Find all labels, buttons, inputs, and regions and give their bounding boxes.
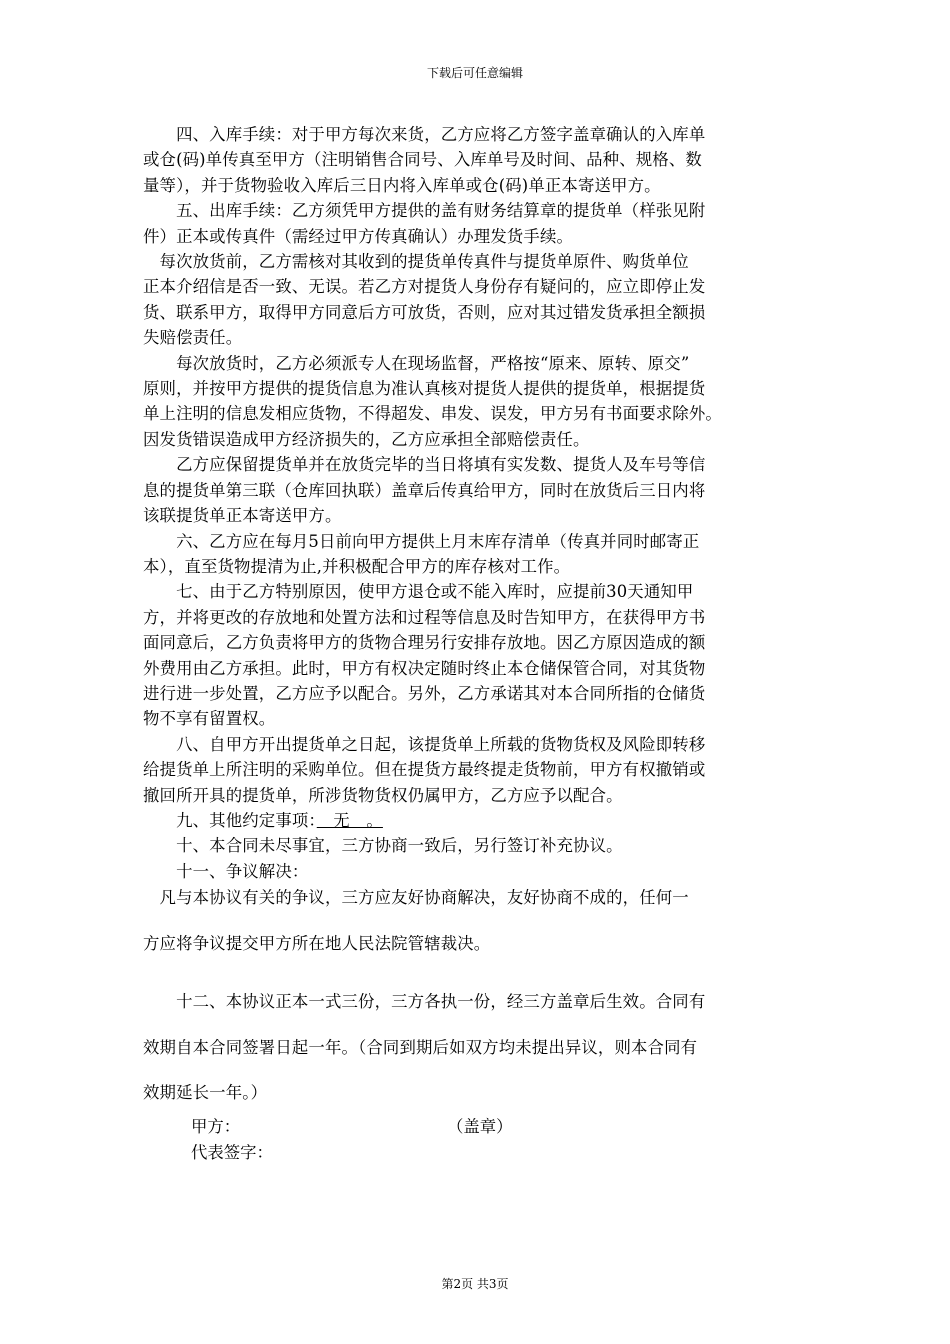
text-line: 单上注明的信息发相应货物，不得超发、串发、误发，甲方另有书面要求除外。 (143, 404, 722, 424)
other-terms-value: 无 。 (316, 810, 383, 830)
text-line: 十一、争议解决： (143, 861, 309, 881)
text-line: 四、入库手续：对于甲方每次来货，乙方应将乙方签字盖章确认的入库单 (143, 125, 706, 144)
text-line: 该联提货单正本寄送甲方。 (143, 506, 342, 526)
text-line: 八、自甲方开出提货单之日起，该提货单上所载的货物货权及风险即转移 (143, 734, 706, 754)
text-line: 因发货错误造成甲方经济损失的，乙方应承担全部赔偿责任。 (143, 429, 590, 449)
dispute-and-validity-block (143, 875, 807, 1116)
page-header: 下载后可任意编辑 (426, 66, 523, 80)
party-a-label: 甲方： (191, 1117, 241, 1136)
text-line: 失赔偿责任。 (143, 328, 243, 348)
text-line: 面同意后，乙方负责将甲方的货物合理另行安排存放地。因乙方原因造成的额 (143, 633, 706, 653)
text-line: 进行进一步处置，乙方应予以配合。另外，乙方承诺其对本合同所指的仓储货 (143, 683, 706, 703)
text-line: 方应将争议提交甲方所在地人民法院管辖裁决。 (143, 933, 491, 953)
text-line: 量等），并于货物验收入库后三日内将入库单或仓(码)单正本寄送甲方。 (143, 175, 661, 195)
text-line: 或仓(码)单传真至甲方（注明销售合同号、入库单号及时间、品种、规格、数 (143, 150, 702, 170)
other-terms-line (143, 808, 807, 833)
spacer (143, 966, 807, 979)
other-terms-label: 九、其他约定事项： (143, 810, 317, 830)
seal-label: （盖章） (447, 1117, 513, 1136)
text-line: 效期延长一年。） (143, 1083, 268, 1102)
text-line: 效期自本合同签署日起一年。（合同到期后如双方均未提出异议，则本合同有 (143, 1037, 698, 1057)
text-line: 撤回所开具的提货单，所涉货物货权仍属甲方，乙方应予以配合。 (143, 785, 623, 805)
text-line: 原则，并按甲方提供的提货信息为准认真核对提货人提供的提货单，根据提货 (143, 379, 706, 399)
text-line: 五、出库手续：乙方须凭甲方提供的盖有财务结算章的提货单（样张见附 (143, 201, 706, 221)
text-line: 七、由于乙方特别原因，使甲方退仓或不能入库时，应提前30天通知甲 (143, 582, 694, 602)
text-line: 本），直至货物提清为止,并积极配合甲方的库存核对工作。 (143, 556, 571, 576)
text-line: 凡与本协议有关的争议，三方应友好协商解决，友好协商不成的，任何一 (143, 888, 689, 907)
text-line: 乙方应保留提货单并在放货完毕的当日将填有实发数、提货人及车号等信 (143, 455, 706, 475)
text-line: 货、联系甲方，取得甲方同意后方可放货，否则，应对其过错发货承担全额损 (143, 302, 706, 322)
representative-signature-label: 代表签字： (191, 1143, 273, 1162)
text-line: 每次放货时，乙方必须派专人在现场监督，严格按“原来、原转、原交” (143, 353, 690, 373)
text-line: 十、本合同未尽事宜，三方协商一致后，另行签订补充协议。 (143, 836, 623, 856)
text-line: 六、乙方应在每月5日前向甲方提供上月末库存清单（传真并同时邮寄正 (143, 531, 700, 551)
page-number: 第2页 共3页 (441, 1277, 509, 1291)
text-line: 每次放货前，乙方需核对其收到的提货单传真件与提货单原件、购货单位 (143, 252, 689, 272)
contract-clauses-block (143, 122, 807, 884)
text-line: 给提货单上所注明的采购单位。但在提货方最终提走货物前，甲方有权撤销或 (143, 760, 706, 780)
text-line: 息的提货单第三联（仓库回执联）盖章后传真给甲方，同时在放货后三日内将 (143, 480, 706, 500)
text-line: 方，并将更改的存放地和处置方法和过程等信息及时告知甲方，在获得甲方书 (143, 607, 706, 627)
text-line: 正本介绍信是否一致、无误。若乙方对提货人身份存有疑问的，应立即停止发 (143, 277, 706, 297)
text-line: 件）正本或传真件（需经过甲方传真确认）办理发货手续。 (143, 226, 574, 246)
text-line: 十二、本协议正本一式三份，三方各执一份，经三方盖章后生效。合同有 (143, 992, 706, 1011)
text-line: 物不享有留置权。 (143, 709, 276, 729)
text-line: 外费用由乙方承担。此时，甲方有权决定随时终止本仓储保管合同，对其货物 (143, 658, 706, 678)
